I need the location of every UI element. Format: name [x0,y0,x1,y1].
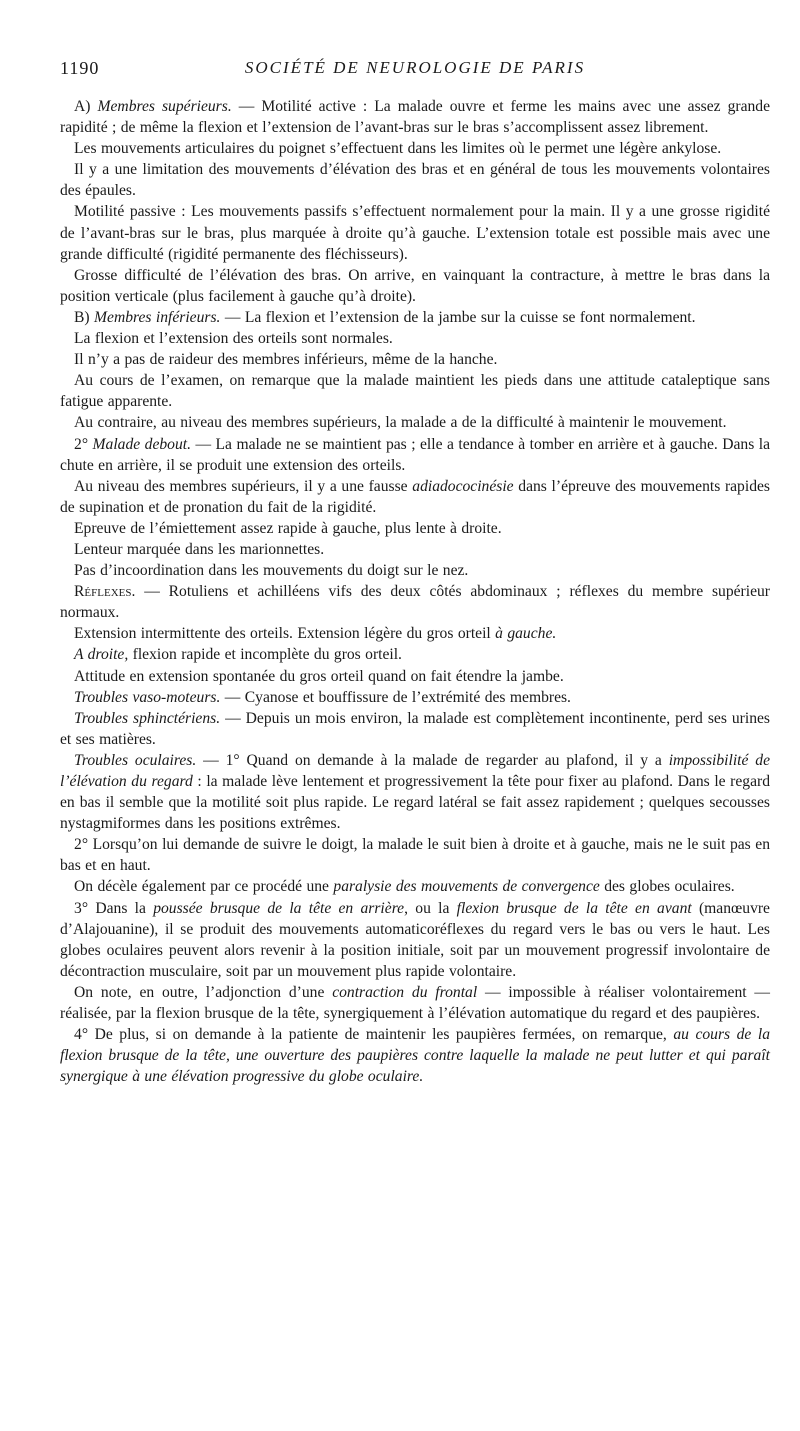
paragraph: Troubles oculaires. — 1° Quand on demande à la malade de regarder au plafond, il y a impossibilité de l’élévation du regard : la malade lève lentement et progressivement la tête pour fixer au plafond. Dans le regard en bas il semble que la motilité soit plus rapide. Le regard latéral se fait assez rapidement ; quelques secousses nystagmiformes dans les positions extrêmes. [60,751,771,833]
paragraph: Il y a une limitation des mouvements d’élévation des bras et en général de tous les mouvements volontaires des épaules. [60,161,770,200]
running-title: SOCIÉTÉ DE NEUROLOGIE DE PARIS [244,58,586,77]
paragraph: Troubles sphinctériens. — Depuis un mois environ, la malade est complètement incontinente, perd ses urines et ses matières. [60,709,770,748]
paragraph: B) Membres inférieurs. — La flexion et l’extension de la jambe sur la cuisse se font normalement. [74,308,696,326]
paragraph: Au niveau des membres supérieurs, il y a une fausse adiadococinésie dans l’épreuve des mouvements rapides de supination et de pronation du fait de la rigidité. [60,477,770,516]
paragraph: 2° Lorsqu’on lui demande de suivre le doigt, la malade le suit bien à droite et à gauche, mais ne le suit pas en bas et en haut. [60,836,770,875]
page-header [60,58,770,88]
paragraph: La flexion et l’extension des orteils sont normales. [74,330,393,348]
page-number: 1190 [60,58,100,78]
paragraph: Grosse difficulté de l’élévation des bras. On arrive, en vainquant la contracture, à mettre le bras dans la position verticale (plus facilement à gauche qu’à droite). [60,266,770,305]
paragraph: Il n’y a pas de raideur des membres inférieurs, même de la hanche. [74,351,498,369]
paragraph: Troubles vaso-moteurs. — Cyanose et bouffissure de l’extrémité des membres. [74,688,571,706]
paragraph: Les mouvements articulaires du poignet s’effectuent dans les limites où le permet une légère ankylose. [74,140,722,158]
paragraph: Au contraire, au niveau des membres supérieurs, la malade a de la difficulté à maintenir le mouvement. [74,414,727,432]
paragraph: Lenteur marquée dans les marionnettes. [74,540,325,558]
paragraph: Pas d’incoordination dans les mouvements du doigt sur le nez. [74,562,469,580]
paragraph: On note, en outre, l’adjonction d’une contraction du frontal — impossible à réaliser volontairement — réalisée, par la flexion brusque de la tête, synergiquement à l’élévation automatique du regard et des paupières. [60,983,770,1023]
paragraph: A) Membres supérieurs. — Motilité active : La malade ouvre et ferme les mains avec une assez grande rapidité ; de même la flexion et l’extension de l’avant-bras sur le bras s’accomplissent assez librement. [60,98,770,137]
paragraph: Au cours de l’examen, on remarque que la malade maintient les pieds dans une attitude cataleptique sans fatigue apparente. [60,372,770,411]
paragraph: A droite, flexion rapide et incomplète du gros orteil. [74,646,402,664]
body-text [60,96,770,1087]
paragraph: On décèle également par ce procédé une paralysie des mouvements de convergence des globes oculaires. [74,878,735,896]
paragraph: Motilité passive : Les mouvements passifs s’effectuent normalement pour la main. Il y a une grosse rigidité de l’avant-bras sur le bras, plus marquée à droite qu’à gauche. L’extension totale est possible mais avec une grande difficulté (rigidité permanente des fléchisseurs). [60,203,770,263]
paragraph: Epreuve de l’émiettement assez rapide à gauche, plus lente à droite. [74,519,502,537]
paragraph: 3° Dans la poussée brusque de la tête en arrière, ou la flexion brusque de la tête en avant (manœuvre d’Alajouanine), il se produit des mouvements automaticoréflexes du regard vers le bas ou vers le haut. Les globes oculaires peuvent alors revenir à la position initiale, soit par un mouvement progressif involontaire de décontraction musculaire, soit par un mouvement plus rapide volontaire. [60,899,770,980]
paragraph: 2° Malade debout. — La malade ne se maintient pas ; elle a tendance à tomber en arrière et à gauche. Dans la chute en arrière, il se produit une extension des orteils. [60,435,771,474]
paragraph: Réflexes. — Rotuliens et achilléens vifs des deux côtés abdominaux ; réflexes du membre supérieur normaux. [60,583,770,622]
paragraph: Extension intermittente des orteils. Extension légère du gros orteil à gauche. [74,625,557,643]
paragraph: 4° De plus, si on demande à la patiente de maintenir les paupières fermées, on remarque, au cours de la flexion brusque de la tête, une ouverture des paupières contre laquelle la malade ne peut lutter et qui paraît synergique à une élévation progressive du globe oculaire. [60,1026,770,1086]
paragraph: Attitude en extension spontanée du gros orteil quand on fait étendre la jambe. [74,667,564,685]
